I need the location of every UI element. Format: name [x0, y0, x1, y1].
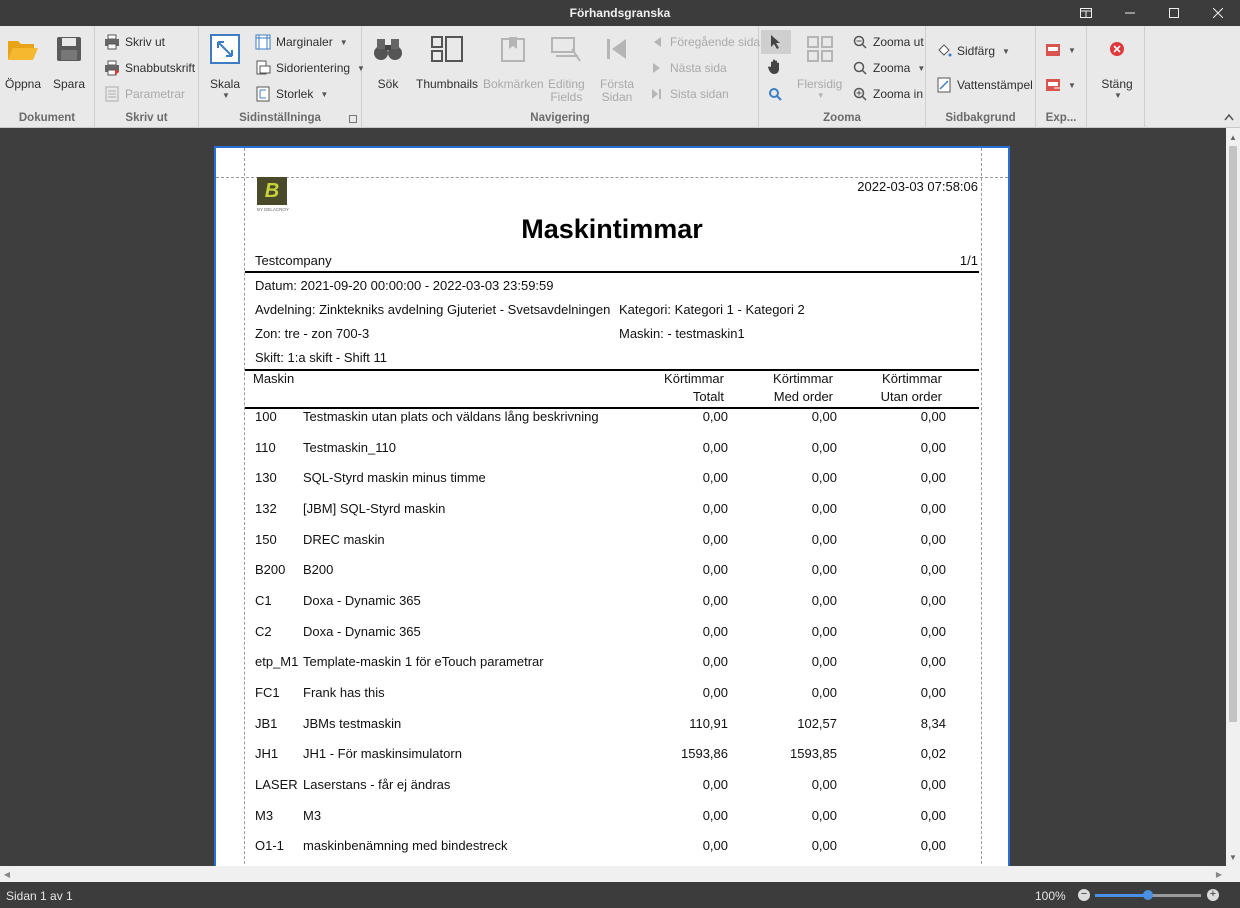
group-sidinstallningar — [199, 26, 365, 128]
group-dokument — [0, 26, 95, 128]
multipage-button[interactable] — [797, 30, 842, 100]
group-label-zooma: Zooma — [823, 112, 861, 124]
row-utan-order: 0,00 — [920, 470, 946, 486]
row-code: LASER — [255, 776, 298, 792]
scroll-down-icon[interactable]: ▼ — [1229, 852, 1237, 862]
zoom-in-icon — [853, 87, 867, 101]
col-header-maskin: Maskin — [253, 371, 295, 386]
thumbnails-button[interactable] — [416, 30, 478, 91]
status-bar — [0, 882, 1240, 908]
scale-button[interactable] — [207, 30, 243, 100]
quick-print-button[interactable] — [104, 59, 195, 77]
editing-fields-button[interactable] — [548, 30, 585, 104]
send-pdf-button[interactable] — [1045, 76, 1076, 94]
row-code: 150 — [255, 531, 277, 547]
row-code: M3 — [255, 807, 274, 823]
row-med-order: 0,00 — [811, 409, 837, 424]
filter-skift: Skift: 1:a skift - Shift 11 — [255, 350, 387, 365]
table-row — [216, 808, 1012, 828]
row-total: 0,00 — [702, 623, 728, 639]
parameters-button[interactable] — [104, 85, 185, 103]
row-description: Testmaskin_110 — [303, 439, 396, 455]
row-total: 0,00 — [702, 562, 728, 578]
row-utan-order: 0,00 — [920, 623, 946, 639]
row-description: Doxa - Dynamic 365 — [303, 592, 421, 608]
page-color-label: Sidfärg — [957, 44, 996, 58]
row-code: C1 — [255, 592, 272, 608]
open-button[interactable] — [5, 30, 41, 91]
col-header-utan-line2: Utan order — [880, 389, 942, 404]
row-utan-order: 0,00 — [920, 807, 946, 823]
page-size-icon — [255, 86, 271, 102]
vertical-scrollbar[interactable] — [1226, 128, 1240, 866]
scale-label: Skala — [209, 77, 241, 91]
header-rule — [245, 271, 979, 273]
maximize-icon — [1169, 8, 1179, 18]
quick-print-icon — [104, 60, 120, 76]
page-number: 1/1 — [959, 253, 978, 268]
parameters-label: Parametrar — [125, 87, 186, 101]
next-page-icon — [651, 62, 663, 74]
row-utan-order: 0,00 — [920, 439, 946, 455]
row-description: SQL-Styrd maskin minus timme — [303, 470, 486, 486]
row-code: 110 — [255, 439, 276, 455]
thumbnails-label: Thumbnails — [416, 77, 479, 91]
group-export — [1036, 26, 1087, 128]
previous-page-button[interactable] — [649, 33, 760, 51]
row-utan-order: 0,00 — [920, 592, 946, 608]
logo-subtitle: BY DELACROY — [257, 207, 289, 212]
multipage-dropdown-icon: ▼ — [816, 91, 825, 100]
pointer-tool-button[interactable] — [761, 30, 791, 54]
pdf-send-icon — [1045, 77, 1061, 93]
group-label-navigering: Navigering — [530, 112, 590, 124]
group-label-skrivut: Skriv ut — [125, 112, 168, 124]
row-total: 0,00 — [702, 531, 728, 547]
zoom-out-icon — [853, 35, 867, 49]
margins-label: Marginaler — [276, 35, 333, 49]
scrollbar-corner — [1226, 866, 1240, 882]
scroll-right-icon[interactable]: ▶ — [1215, 869, 1223, 879]
row-utan-order: 0,00 — [920, 409, 946, 424]
print-label: Skriv ut — [125, 35, 166, 49]
col-header-total-1 — [664, 370, 724, 406]
table-row — [216, 470, 1012, 490]
close-circle-icon — [1109, 41, 1125, 57]
row-code: 100 — [255, 409, 277, 424]
magnifier-tool-icon — [768, 87, 782, 101]
row-med-order: 0,00 — [811, 562, 837, 578]
col-header-med-line2: Med order — [773, 389, 833, 404]
window-title: Förhandsgranska — [569, 6, 671, 20]
zoom-label: Zooma — [873, 61, 911, 75]
col-header-med-order — [773, 370, 833, 406]
window-controls — [1064, 0, 1240, 26]
printer-icon — [104, 34, 120, 50]
row-description: Template-maskin 1 för eTouch parametrar — [303, 654, 544, 670]
row-description: Frank has this — [303, 684, 385, 700]
binoculars-icon — [373, 36, 403, 62]
row-total: 110,91 — [689, 715, 728, 731]
save-label: Spara — [52, 77, 86, 91]
table-row — [216, 501, 1012, 521]
group-label-sidinstallningar: Sidinställninga — [239, 112, 321, 124]
row-utan-order: 0,00 — [920, 562, 946, 578]
row-description: maskinbenämning med bindestreck — [303, 838, 508, 854]
last-page-label: Sista sidan — [670, 87, 729, 101]
table-row — [216, 593, 1012, 613]
row-utan-order: 0,02 — [920, 746, 946, 762]
row-total: 0,00 — [702, 684, 728, 700]
watermark-icon — [936, 77, 952, 93]
row-utan-order: 8,34 — [920, 715, 946, 731]
row-med-order: 0,00 — [811, 592, 837, 608]
zoom-tool-button[interactable] — [768, 85, 782, 103]
table-row — [216, 746, 1012, 766]
row-code: JB1 — [255, 715, 278, 731]
zoom-in-label: Zooma in — [873, 87, 924, 101]
size-button[interactable] — [255, 85, 328, 103]
minimize-icon — [1125, 8, 1135, 18]
row-total: 0,00 — [702, 500, 728, 516]
next-page-button[interactable] — [649, 59, 727, 77]
row-utan-order: 0,00 — [920, 500, 946, 516]
send-dropdown-icon: ▼ — [1068, 80, 1076, 90]
row-med-order: 0,00 — [811, 807, 837, 823]
export-dropdown-icon: ▼ — [1068, 45, 1076, 55]
col-header-med-line1: Körtimmar — [773, 371, 833, 386]
hand-tool-button[interactable] — [767, 58, 785, 76]
title-bar — [0, 0, 1240, 26]
orientation-icon — [255, 60, 271, 76]
zoom-slider-thumb[interactable] — [1143, 890, 1153, 900]
cursor-arrow-icon — [770, 34, 782, 50]
page-info: Sidan 1 av 1 — [6, 889, 73, 903]
col-header-utan-line1: Körtimmar — [882, 371, 942, 386]
table-row — [216, 624, 1012, 644]
window-layout-icon — [1080, 8, 1092, 18]
row-total: 0,00 — [702, 592, 728, 608]
search-button[interactable] — [370, 30, 406, 91]
top-margin-guide — [216, 177, 1008, 178]
zoom-dropdown-icon: ▼ — [917, 63, 926, 73]
row-description: JBMs testmaskin — [303, 715, 402, 731]
watermark-label: Vattenstämpel — [957, 78, 1033, 92]
company-logo — [257, 177, 287, 215]
row-utan-order: 0,00 — [920, 531, 946, 547]
orientation-button[interactable] — [255, 59, 365, 77]
row-code: FC1 — [255, 684, 280, 700]
zoom-slider[interactable] — [1095, 894, 1201, 897]
minimize-button[interactable] — [1108, 0, 1152, 26]
collapse-ribbon-button[interactable] — [1224, 108, 1234, 126]
row-med-order: 0,00 — [811, 684, 837, 700]
horizontal-scrollbar[interactable] — [0, 866, 1226, 882]
table-row — [216, 838, 1012, 858]
editing-fields-label: Editing Fields — [548, 77, 585, 104]
table-row — [216, 409, 1012, 429]
zoom-out-button[interactable] — [852, 33, 924, 51]
close-window-button[interactable] — [1196, 0, 1240, 26]
zoom-out-label: Zooma ut — [873, 35, 924, 49]
row-code: JH1 — [255, 746, 279, 762]
col-header-total-line2: Totalt — [692, 389, 724, 404]
group-label-export: Exp... — [1045, 112, 1077, 124]
row-description: M3 — [303, 807, 322, 823]
group-zooma — [759, 26, 926, 128]
last-page-icon — [651, 88, 663, 100]
scale-dropdown-icon: ▼ — [222, 91, 230, 100]
row-med-order: 0,00 — [811, 776, 837, 792]
first-page-button[interactable] — [599, 30, 635, 104]
close-preview-label: Stäng — [1101, 77, 1133, 91]
first-page-icon — [604, 36, 630, 62]
row-med-order: 0,00 — [811, 470, 837, 486]
scale-icon — [210, 34, 240, 64]
last-page-button[interactable] — [649, 85, 729, 103]
next-page-label: Nästa sida — [670, 61, 727, 75]
row-total: 0,00 — [702, 654, 728, 670]
orientation-dropdown-icon: ▼ — [357, 63, 365, 73]
group-skrivut — [95, 26, 199, 128]
row-total: 0,00 — [702, 807, 728, 823]
previous-page-label: Föregående sida — [670, 35, 761, 49]
col-header-total-line1: Körtimmar — [664, 371, 724, 386]
row-utan-order: 0,00 — [920, 684, 946, 700]
row-description: [JBM] SQL-Styrd maskin — [303, 500, 446, 516]
paint-bucket-icon — [936, 43, 952, 59]
print-button[interactable] — [104, 33, 165, 51]
row-code: C2 — [255, 623, 272, 639]
row-total: 0,00 — [702, 439, 728, 455]
row-utan-order: 0,00 — [920, 838, 946, 854]
row-code: 130 — [255, 470, 277, 486]
pdf-export-icon — [1045, 42, 1061, 58]
search-label: Sök — [377, 77, 399, 91]
filter-kategori: Kategori: Kategori 1 - Kategori 2 — [619, 302, 805, 317]
multipage-icon — [806, 35, 834, 63]
page-color-dropdown-icon: ▼ — [1002, 46, 1010, 56]
orientation-label: Sidorientering — [276, 61, 351, 75]
row-total: 0,00 — [702, 470, 728, 486]
size-label: Storlek — [276, 87, 314, 101]
restore-layout-button[interactable] — [1064, 0, 1108, 26]
quick-print-label: Snabbutskrift — [125, 61, 196, 75]
bookmarks-button[interactable] — [483, 30, 544, 91]
table-row — [216, 532, 1012, 552]
zoom-value: 100% — [1035, 889, 1066, 903]
multipage-label: Flersidig — [797, 77, 843, 91]
thumbnails-icon — [430, 35, 464, 63]
parameters-icon — [104, 86, 120, 102]
report-timestamp: 2022-03-03 07:58:06 — [857, 179, 978, 194]
row-description: Doxa - Dynamic 365 — [303, 623, 421, 639]
row-description: Testmaskin utan plats och väldans lång beskrivning — [303, 409, 599, 424]
row-med-order: 0,00 — [811, 838, 837, 854]
close-icon — [1213, 8, 1223, 18]
row-med-order: 102,57 — [797, 715, 837, 731]
row-med-order: 0,00 — [811, 654, 837, 670]
filter-zon: Zon: tre - zon 700-3 — [255, 326, 370, 341]
margins-button[interactable] — [255, 33, 348, 51]
previous-page-icon — [651, 36, 663, 48]
table-row — [216, 685, 1012, 705]
zoom-slider-fill — [1095, 894, 1148, 897]
table-row — [216, 716, 1012, 736]
document-viewport[interactable] — [0, 128, 1226, 866]
table-row — [216, 654, 1012, 674]
group-close — [1087, 26, 1145, 128]
zoom-in-button[interactable] — [852, 85, 923, 103]
close-preview-button[interactable] — [1099, 30, 1135, 100]
row-med-order: 0,00 — [811, 623, 837, 639]
row-code: O1-1 — [255, 838, 284, 854]
row-description: Laserstans - får ej ändras — [303, 776, 451, 792]
company-name: Testcompany — [255, 253, 332, 268]
row-utan-order: 0,00 — [920, 654, 946, 670]
zoom-icon — [853, 61, 867, 75]
row-med-order: 0,00 — [811, 500, 837, 516]
row-med-order: 0,00 — [811, 439, 837, 455]
zoom-minus-icon[interactable]: − — [1078, 889, 1090, 901]
page-color-button[interactable] — [936, 42, 1010, 60]
maximize-button[interactable] — [1152, 0, 1196, 26]
report-title: Maskintimmar — [521, 214, 703, 244]
row-med-order: 0,00 — [811, 531, 837, 547]
open-label: Öppna — [5, 77, 42, 91]
save-button[interactable] — [51, 30, 87, 91]
margins-dropdown-icon: ▼ — [339, 37, 348, 47]
group-label-dokument: Dokument — [18, 112, 76, 124]
save-icon — [56, 36, 82, 62]
row-total: 0,00 — [702, 776, 728, 792]
table-row — [216, 562, 1012, 582]
row-description: DREC maskin — [303, 531, 385, 547]
row-description: JH1 - För maskinsimulatorn — [303, 746, 462, 762]
editing-fields-icon — [550, 35, 582, 63]
export-pdf-button[interactable] — [1045, 41, 1076, 59]
size-dropdown-icon: ▼ — [320, 89, 329, 99]
table-row — [216, 777, 1012, 797]
first-page-label: Första Sidan — [599, 77, 634, 104]
row-code: 132 — [255, 500, 277, 516]
group-label-sidbakgrund: Sidbakgrund — [945, 112, 1016, 124]
hand-icon — [767, 58, 785, 76]
zoom-plus-icon[interactable]: + — [1207, 889, 1219, 901]
filter-datum: Datum: 2021-09-20 00:00:00 - 2022-03-03 23:59:59 — [255, 278, 554, 293]
col-header-utan-order — [881, 370, 942, 406]
row-description: B200 — [303, 562, 334, 578]
row-total: 1593,86 — [681, 746, 728, 762]
close-dropdown-icon: ▼ — [1114, 91, 1122, 100]
chevron-up-icon — [1224, 113, 1234, 121]
watermark-button[interactable] — [936, 76, 1033, 94]
scroll-up-icon[interactable]: ▲ — [1229, 132, 1237, 142]
filter-maskin: Maskin: - testmaskin1 — [619, 326, 745, 341]
page-setup-launcher-icon[interactable] — [349, 115, 357, 123]
row-utan-order: 0,00 — [920, 776, 946, 792]
group-sidbakgrund — [926, 26, 1036, 128]
table-row — [216, 440, 1012, 460]
scroll-left-icon[interactable]: ◀ — [3, 869, 11, 879]
vertical-scroll-thumb[interactable] — [1229, 146, 1237, 722]
row-total: 0,00 — [702, 838, 728, 854]
row-total: 0,00 — [702, 409, 728, 424]
folder-open-icon — [7, 36, 39, 62]
group-navigering — [362, 26, 759, 128]
logo-mark: B — [257, 177, 287, 205]
report-page — [214, 146, 1010, 866]
filter-avdelning: Avdelning: Zinktekniks avdelning Gjuteriet - Svetsavdelningen — [255, 302, 611, 317]
bookmarks-label: Bokmärken — [483, 77, 544, 91]
bookmark-icon — [500, 35, 526, 63]
zoom-dropdown-button[interactable] — [852, 59, 925, 77]
filter-rule — [245, 369, 979, 371]
row-code: etp_M1 — [255, 654, 299, 670]
ribbon — [0, 26, 1240, 128]
row-code: B200 — [255, 562, 286, 578]
row-med-order: 1593,85 — [790, 746, 837, 762]
margins-icon — [255, 34, 271, 50]
